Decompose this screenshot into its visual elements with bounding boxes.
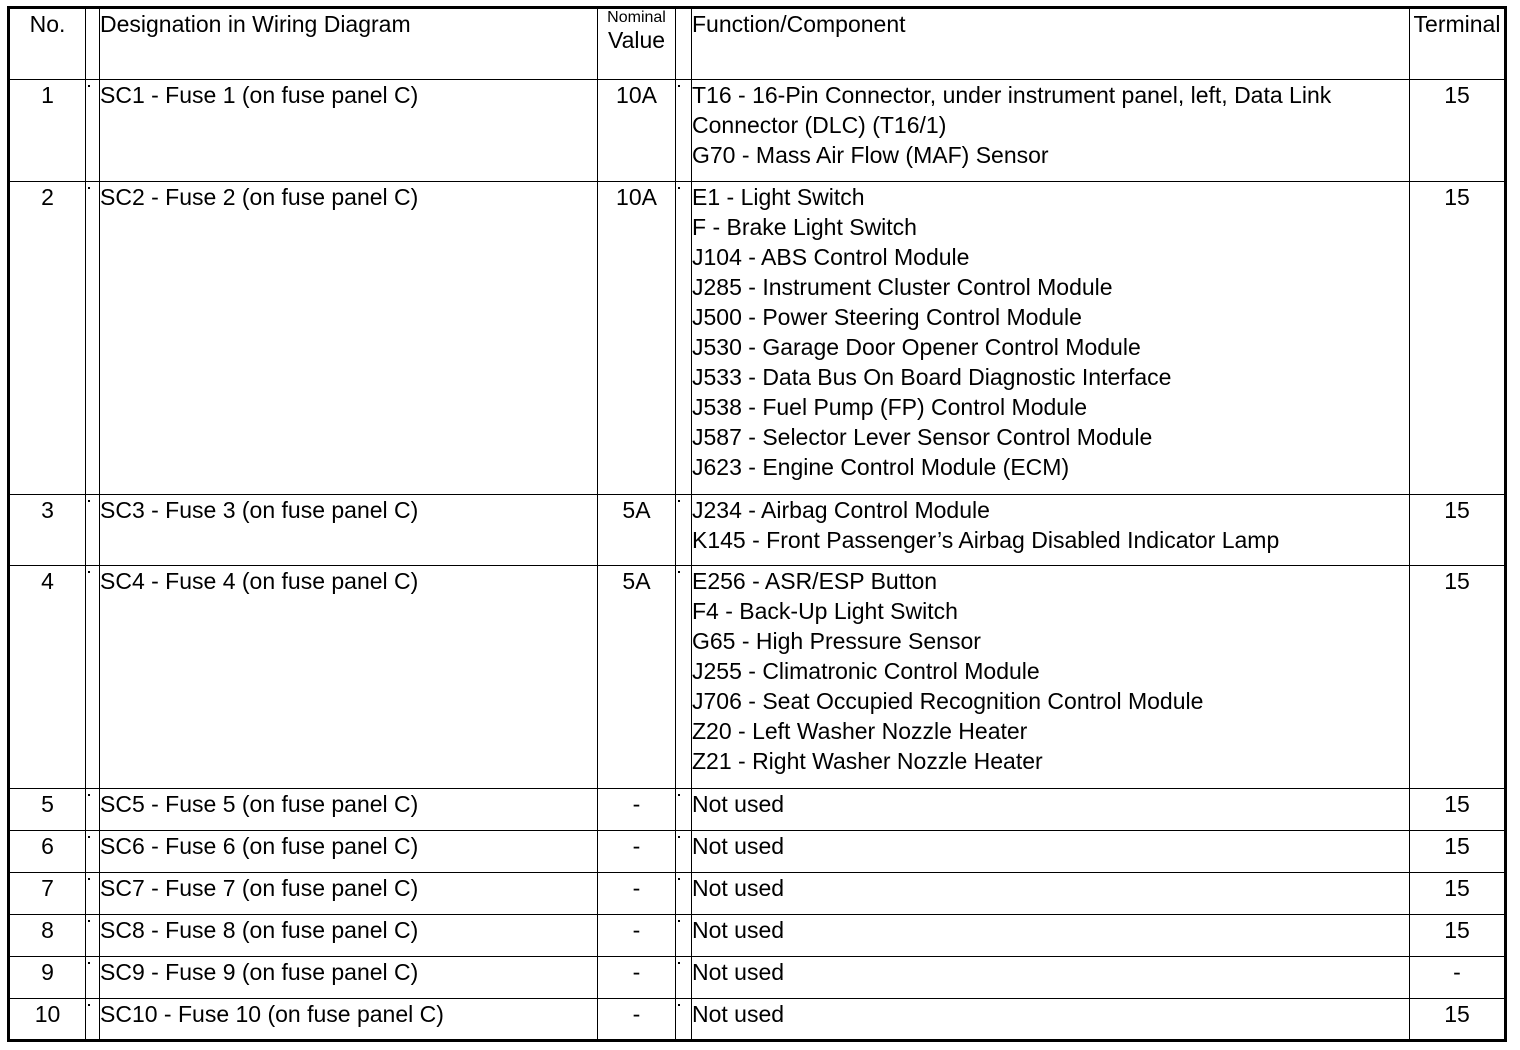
- component-line: F - Brake Light Switch: [692, 214, 917, 240]
- component-line: Not used: [692, 959, 785, 985]
- column-spacer: [86, 957, 100, 999]
- column-spacer: [676, 80, 692, 182]
- header-function: Function/Component: [692, 8, 1410, 80]
- table-row: [9, 999, 1506, 1041]
- column-spacer: [86, 873, 100, 915]
- row-number: 2: [9, 182, 86, 495]
- spacer-mark: [678, 1004, 680, 1006]
- header-row: [9, 8, 1506, 80]
- header-spacer: [676, 8, 692, 80]
- header-designation: Designation in Wiring Diagram: [100, 8, 598, 80]
- function-component: [692, 80, 1410, 182]
- fuse-designation: SC1 - Fuse 1 (on fuse panel C): [100, 80, 598, 182]
- table-row: [9, 566, 1506, 789]
- header-no: No.: [9, 8, 86, 80]
- component-line: Not used: [692, 833, 785, 859]
- row-number: 3: [9, 495, 86, 566]
- terminal-value: 15: [1410, 999, 1506, 1041]
- table-row: [9, 495, 1506, 566]
- component-line: J533 - Data Bus On Board Diagnostic Interface: [692, 364, 1172, 390]
- column-spacer: [86, 495, 100, 566]
- terminal-value: 15: [1410, 915, 1506, 957]
- spacer-mark: [678, 187, 680, 189]
- spacer-mark: [678, 85, 680, 87]
- terminal-value: 15: [1410, 831, 1506, 873]
- fuse-designation: SC5 - Fuse 5 (on fuse panel C): [100, 789, 598, 831]
- nominal-value: 10A: [598, 182, 676, 495]
- spacer-mark: [88, 1004, 90, 1006]
- component-line: J530 - Garage Door Opener Control Module: [692, 334, 1141, 360]
- component-line: Not used: [692, 1001, 785, 1027]
- component-line: E256 - ASR/ESP Button: [692, 568, 938, 594]
- fuse-designation: SC6 - Fuse 6 (on fuse panel C): [100, 831, 598, 873]
- row-number: 10: [9, 999, 86, 1041]
- component-line: G70 - Mass Air Flow (MAF) Sensor: [692, 142, 1049, 168]
- fuse-designation: SC4 - Fuse 4 (on fuse panel C): [100, 566, 598, 789]
- column-spacer: [86, 566, 100, 789]
- spacer-mark: [678, 571, 680, 573]
- terminal-value: 15: [1410, 495, 1506, 566]
- table-row: [9, 80, 1506, 182]
- component-line: Not used: [692, 875, 785, 901]
- row-number: 8: [9, 915, 86, 957]
- component-line: T16 - 16-Pin Connector, under instrument panel, left, Data Link Connector (DLC) (T16/1): [692, 82, 1332, 138]
- function-component: [692, 999, 1410, 1041]
- component-line: K145 - Front Passenger’s Airbag Disabled Indicator Lamp: [692, 527, 1280, 553]
- component-line: J104 - ABS Control Module: [692, 244, 970, 270]
- component-line: Not used: [692, 917, 785, 943]
- fuse-designation: SC3 - Fuse 3 (on fuse panel C): [100, 495, 598, 566]
- function-component: [692, 915, 1410, 957]
- function-component: [692, 182, 1410, 495]
- nominal-value: -: [598, 831, 676, 873]
- component-line: J587 - Selector Lever Sensor Control Module: [692, 424, 1153, 450]
- header-nominal-big: Value: [607, 27, 666, 53]
- terminal-value: 15: [1410, 182, 1506, 495]
- spacer-mark: [88, 794, 90, 796]
- fuse-designation: SC9 - Fuse 9 (on fuse panel C): [100, 957, 598, 999]
- nominal-value: -: [598, 873, 676, 915]
- row-number: 6: [9, 831, 86, 873]
- spacer-mark: [88, 571, 90, 573]
- component-line: J623 - Engine Control Module (ECM): [692, 454, 1070, 480]
- column-spacer: [86, 999, 100, 1041]
- nominal-value: -: [598, 915, 676, 957]
- nominal-value: -: [598, 999, 676, 1041]
- header-nominal-value: [598, 8, 676, 80]
- terminal-value: 15: [1410, 566, 1506, 789]
- header-nominal-small: Nominal: [607, 9, 666, 26]
- row-number: 4: [9, 566, 86, 789]
- fuse-designation: SC8 - Fuse 8 (on fuse panel C): [100, 915, 598, 957]
- spacer-mark: [678, 836, 680, 838]
- terminal-value: 15: [1410, 873, 1506, 915]
- component-line: J234 - Airbag Control Module: [692, 497, 990, 523]
- column-spacer: [86, 789, 100, 831]
- fuse-designation: SC2 - Fuse 2 (on fuse panel C): [100, 182, 598, 495]
- spacer-mark: [678, 962, 680, 964]
- spacer-mark: [678, 500, 680, 502]
- spacer-mark: [88, 836, 90, 838]
- component-line: J255 - Climatronic Control Module: [692, 658, 1040, 684]
- spacer-mark: [88, 187, 90, 189]
- column-spacer: [86, 915, 100, 957]
- nominal-value: -: [598, 957, 676, 999]
- row-number: 9: [9, 957, 86, 999]
- function-component: [692, 831, 1410, 873]
- column-spacer: [676, 957, 692, 999]
- column-spacer: [676, 999, 692, 1041]
- row-number: 7: [9, 873, 86, 915]
- fuse-designation: SC10 - Fuse 10 (on fuse panel C): [100, 999, 598, 1041]
- spacer-mark: [88, 878, 90, 880]
- function-component: [692, 566, 1410, 789]
- column-spacer: [86, 831, 100, 873]
- table-row: [9, 957, 1506, 999]
- component-line: Z21 - Right Washer Nozzle Heater: [692, 748, 1043, 774]
- column-spacer: [676, 915, 692, 957]
- row-number: 1: [9, 80, 86, 182]
- component-line: J706 - Seat Occupied Recognition Control Module: [692, 688, 1204, 714]
- component-line: Z20 - Left Washer Nozzle Heater: [692, 718, 1028, 744]
- spacer-mark: [88, 85, 90, 87]
- spacer-mark: [88, 500, 90, 502]
- spacer-mark: [88, 962, 90, 964]
- terminal-value: 15: [1410, 80, 1506, 182]
- table-row: [9, 831, 1506, 873]
- table-row: [9, 915, 1506, 957]
- column-spacer: [676, 566, 692, 789]
- header-terminal: Terminal: [1410, 8, 1506, 80]
- component-line: E1 - Light Switch: [692, 184, 865, 210]
- component-line: Not used: [692, 791, 785, 817]
- column-spacer: [676, 495, 692, 566]
- component-line: J500 - Power Steering Control Module: [692, 304, 1082, 330]
- function-component: [692, 873, 1410, 915]
- fuse-designation: SC7 - Fuse 7 (on fuse panel C): [100, 873, 598, 915]
- nominal-value: 5A: [598, 566, 676, 789]
- spacer-mark: [678, 878, 680, 880]
- column-spacer: [676, 873, 692, 915]
- component-line: G65 - High Pressure Sensor: [692, 628, 981, 654]
- component-line: F4 - Back-Up Light Switch: [692, 598, 958, 624]
- table-row: [9, 873, 1506, 915]
- nominal-value: -: [598, 789, 676, 831]
- header-spacer: [86, 8, 100, 80]
- terminal-value: 15: [1410, 789, 1506, 831]
- function-component: [692, 957, 1410, 999]
- component-line: J538 - Fuel Pump (FP) Control Module: [692, 394, 1087, 420]
- table-row: [9, 182, 1506, 495]
- spacer-mark: [678, 794, 680, 796]
- nominal-value: 5A: [598, 495, 676, 566]
- row-number: 5: [9, 789, 86, 831]
- function-component: [692, 789, 1410, 831]
- column-spacer: [676, 789, 692, 831]
- column-spacer: [676, 831, 692, 873]
- terminal-value: -: [1410, 957, 1506, 999]
- nominal-value: 10A: [598, 80, 676, 182]
- column-spacer: [676, 182, 692, 495]
- table-row: [9, 789, 1506, 831]
- component-line: J285 - Instrument Cluster Control Module: [692, 274, 1113, 300]
- column-spacer: [86, 182, 100, 495]
- spacer-mark: [678, 920, 680, 922]
- fuse-table: [7, 6, 1507, 1042]
- spacer-mark: [88, 920, 90, 922]
- column-spacer: [86, 80, 100, 182]
- function-component: [692, 495, 1410, 566]
